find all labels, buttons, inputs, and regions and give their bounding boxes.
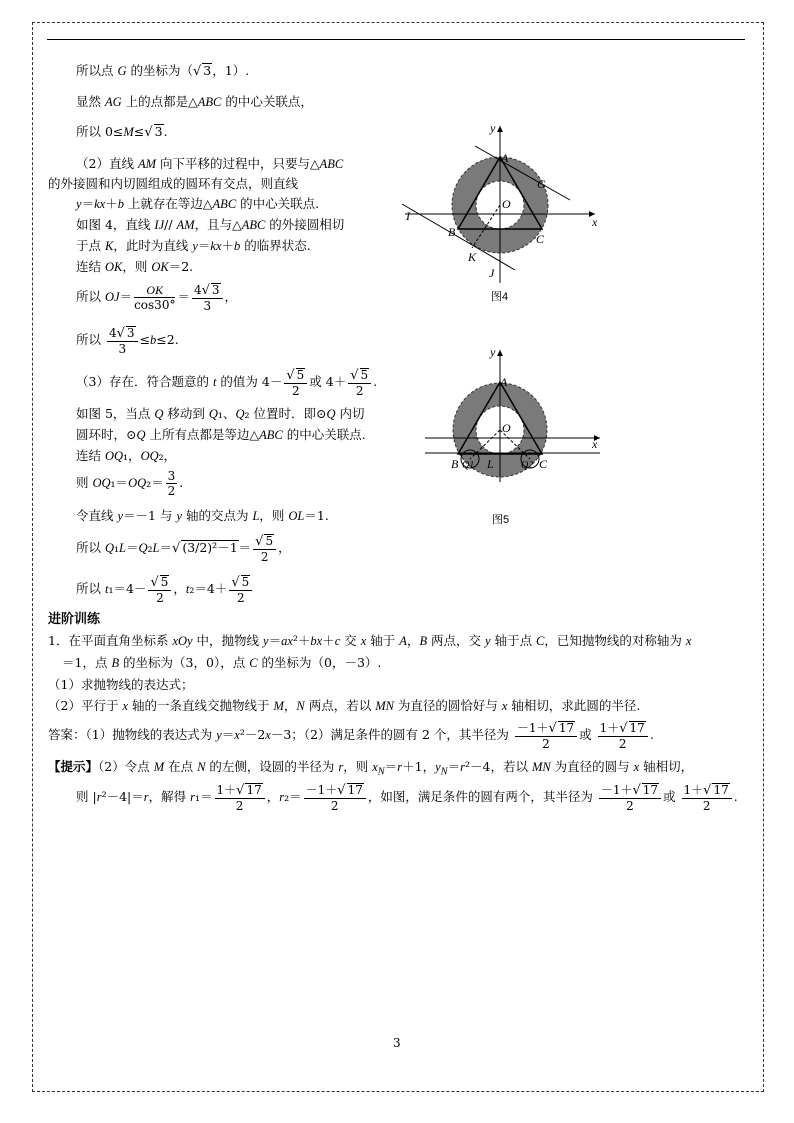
figure-5-caption: 图5 [492,514,510,526]
line-ag-points: 显然 AG 上的点都是△ABC 的中心关联点， [76,94,313,109]
problem-line-1: 1．在平面直角坐标系 xOy 中，抛物线 y＝ax²＋bx＋c 交 x 轴于 A，B 两点，交 y 轴于点 C，已知抛物线的对称轴为 x [48,633,692,648]
label-c: C [539,457,548,471]
label-q2: Q2 [521,460,534,471]
label-x: x [592,215,598,229]
problem-part-2: （2）平行于 x 轴的一条直线交抛物线于 M，N 两点，若以 MN 为直径的圆恰好与 x 轴相切，求此圆的半径. [48,698,641,713]
line-fig5-ref: 如图 5，当点 Q 移动到 Q₁、Q₂ 位置时．即⊙Q 内切 [76,406,365,421]
line-kxb: y＝kx＋b 上就存在等边△ABC 的中心关联点. [76,196,320,211]
figure-4 [400,118,610,288]
line-part3: （3）存在．符合题意的 t 的值为 4－ $\frac{√ 5}{2}$ 或 4＋ $\frac{√ 5}{2}$ . [76,367,378,398]
figure-5 [420,342,610,487]
label-a: A [501,151,509,165]
line-fig4-ref: 如图 4，直线 IJ// AM，且与△ABC 的外接圆相切 [76,217,345,232]
line-ok: 连结 OK，则 OK＝2. [76,259,194,274]
label-c: C [536,232,545,246]
line-oq: 连结 OQ₁，OQ₂， [76,448,177,463]
line-oj: 所以 OJ＝ $\frac{OK}{\cos 30^\circ}$ ＝ $\frac{4√ 3}{3}$ ， [76,282,238,313]
hint-line-1: 【提示】（2）令点 M 在点 N 的左侧，设圆的半径为 r，则 $x_N=r+1$，$y_N=r^2-4$，若以 MN 为直径的圆与 x 轴相切， [48,759,694,778]
line-tangent-k: 于点 K，此时为直线 y＝kx＋b 的临界状态. [76,238,311,253]
line-range-m: 所以 0≤M≤√ 3. [76,124,168,140]
line-oq-length: 则 OQ₁＝OQ₂＝ $\frac{3}{2}$ . [76,469,184,498]
label-x: x [592,437,598,451]
section-title: 进阶训练 [48,612,101,627]
label-b: B [448,225,456,239]
problem-line-2: ＝1，点 B 的坐标为（3，0），点 C 的坐标为（0，－3）. [62,655,382,670]
line-part2: （2）直线 AM 向下平移的过程中，只要与△ABC [76,156,344,171]
line-b-range: 所以 $\frac{4√ 3}{3}$ ≤b≤2. [76,325,179,356]
answer-line: 答案：（1）抛物线的表达式为 y＝x²－2x－3；（2）满足条件的圆有 2 个，其半径为 $\frac{-1+√ 17}{2}$ 或 $\frac{1+√ 17}{2}$ . [48,720,654,751]
figure-4-caption: 图4 [491,291,509,303]
label-q1: Q1 [462,460,475,471]
label-b: B [451,457,459,471]
problem-part-1: （1）求抛物线的表达式； [48,677,194,692]
label-o: O [502,421,511,435]
label-a: A [500,375,508,389]
label-l: L [487,457,494,471]
line-ring: 的外接圆和内切圆组成的圆环有交点，则直线 [48,176,299,191]
line-g-coordinate: 所以点 G 的坐标为（√ 3，1）. [76,63,250,79]
line-circle-inner: 圆环时，⊙Q 上所有点都是等边△ABC 的中心关联点. [76,427,366,442]
label-y: y [490,345,496,359]
label-j: J [489,266,495,280]
label-o: O [502,197,511,211]
hint-line-2: 则 |r²－4|＝r，解得 r₁＝ $\frac{1+√ 17}{2}$ ，r₂＝ $\frac{-1+√ 17}{2}$ ，如图，满足条件的圆有两个，其半径为 $\frac{-1+√ 17}{2}$ 或 $\frac{1+√ 17}{2}$ . [76,782,738,813]
line-ql: 所以 Q₁L＝Q₂L＝√ (3/2)²－1＝ $\frac{√ 5}{2}$ ， [76,533,291,564]
page-number: 3 [393,1036,401,1050]
label-k: K [468,250,477,264]
line-ol: 令直线 y＝－1 与 y 轴的交点为 L，则 OL＝1. [76,508,329,523]
header-rule [47,39,745,40]
line-t-values: 所以 t₁＝4－ $\frac{√ 5}{2}$ ，t₂＝4＋ $\frac{√ 5}{2}$ [76,572,254,606]
label-y: y [490,121,496,135]
label-i: I [406,209,410,223]
label-g: G [537,177,546,191]
